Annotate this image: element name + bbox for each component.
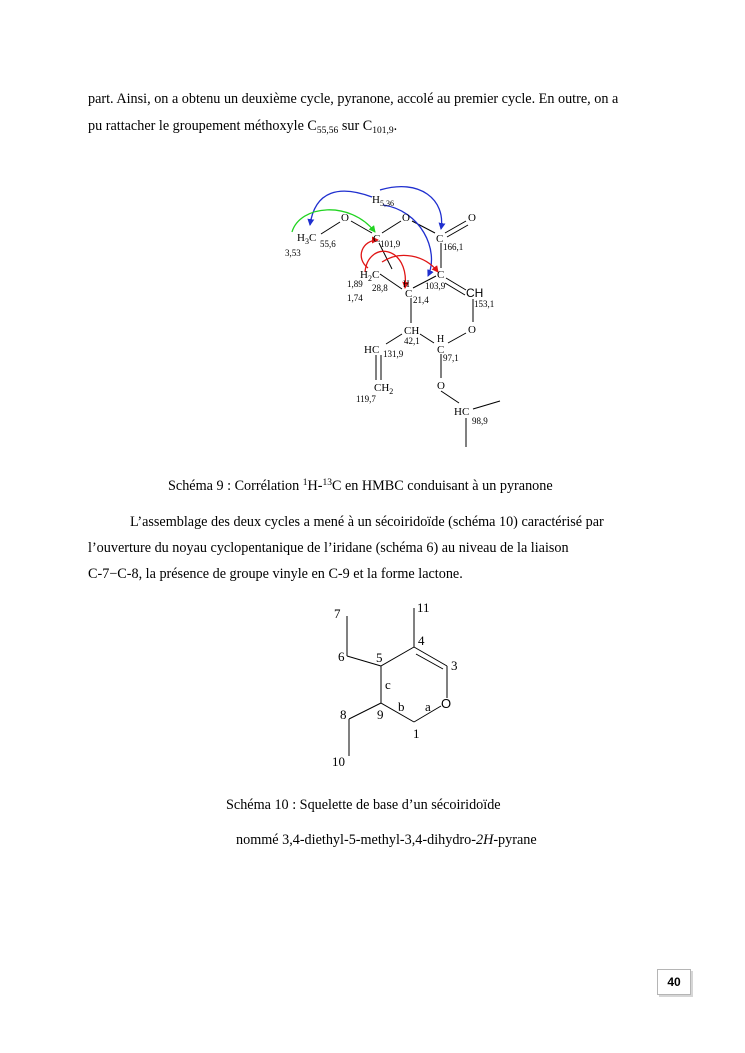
atom-c-acetal: C	[373, 233, 381, 245]
body-line-1: L’assemblage des deux cycles a mené à un sécoiridoïde (schéma 10) caractérisé par	[130, 514, 604, 530]
label-c: c	[385, 677, 391, 692]
shift-119-7: 119,7	[356, 394, 376, 404]
shift-21-4: 21,4	[413, 295, 429, 305]
shift-1-74: 1,74	[347, 293, 363, 303]
schema-10-subcaption-a: nommé 3,4-diethyl-5-methyl-3,4-dihydro-	[236, 832, 476, 848]
label-9: 9	[377, 707, 384, 722]
atom-ch2-terminal: $CH_2$	[374, 382, 394, 396]
atom-c-acetal2-h: H	[437, 334, 445, 345]
intro-line-2-text-a: pu rattacher le groupement méthoxyle C	[88, 118, 317, 134]
schema-10-labels	[332, 600, 458, 769]
shift-28-8: 28,8	[372, 283, 388, 293]
shift-153-1: 153,1	[474, 299, 495, 309]
label-8: 8	[340, 707, 347, 722]
shift-101-9: 101,9	[380, 239, 401, 249]
label-3: 3	[451, 658, 458, 673]
shift-166-1: 166,1	[443, 242, 464, 252]
label-b: b	[398, 699, 405, 714]
atom-o-carbonyl: O	[468, 212, 476, 224]
shift-42-1: 42,1	[404, 336, 420, 346]
label-10: 10	[332, 754, 345, 769]
atom-c-quaternary: C	[437, 269, 445, 281]
intro-line-2-text-c: .	[393, 118, 398, 134]
label-a: a	[425, 699, 431, 714]
atom-c-carbonyl: C	[436, 233, 444, 245]
label-6: 6	[338, 649, 345, 664]
atom-hc-isopropyl: HC	[454, 406, 470, 418]
body-line-3: C-7−C-8, la présence de groupe vinyle en C-9 et la forme lactone.	[88, 566, 463, 582]
schema-9-caption-a: Schéma 9 : Corrélation	[168, 478, 303, 494]
atom-o-ring-right: O	[468, 324, 476, 336]
atom-o-methoxy: O	[341, 212, 349, 224]
shift-3-53: 3,53	[285, 248, 301, 258]
intro-sub-methoxyl: 55,56	[316, 126, 339, 136]
label-1: 1	[413, 726, 420, 741]
shift-1-89: 1,89	[347, 279, 363, 289]
atom-h-top: $H_{5,36}$	[372, 194, 394, 208]
atom-c-acetal2: C	[437, 344, 445, 356]
atom-c-ring-h: H	[403, 279, 410, 289]
atom-c-ring: C	[405, 288, 413, 300]
schema-9-caption-sup1: 1	[302, 478, 308, 488]
label-5: 5	[376, 650, 383, 665]
schema-10-subcaption-b: -pyrane	[493, 832, 537, 848]
schema-10-caption: Schéma 10 : Squelette de base d’un sécoiridoïde	[226, 797, 501, 813]
atom-h2c: $H_2C$	[360, 269, 380, 283]
atom-o-ether: O	[437, 380, 445, 392]
shift-103-9: 103,9	[425, 281, 446, 291]
atom-hc-vinyl: HC	[364, 344, 380, 356]
label-4: 4	[418, 633, 425, 648]
page-number: 40	[657, 969, 691, 995]
intro-line-1: part. Ainsi, on a obtenu un deuxième cycle, pyranone, accolé au premier cycle. En outre, on a	[88, 91, 619, 107]
schema-10-subcaption-italic: 2H	[475, 832, 494, 848]
label-7: 7	[334, 606, 341, 621]
label-11: 11	[417, 600, 430, 615]
atom-h3c: $H_3C$	[297, 232, 317, 246]
body-line-2: l’ouverture du noyau cyclopentanique de l’iridane (schéma 6) au niveau de la liaison	[88, 540, 569, 556]
schema-9-caption-b: H-	[307, 478, 323, 494]
schema-9-caption-c: C en HMBC conduisant à un pyranone	[331, 478, 553, 494]
intro-sub-carbon: 101,9	[372, 126, 394, 136]
atom-ch-ring: CH	[404, 325, 420, 337]
atom-ch-alkene: CH	[466, 286, 484, 300]
schema-10-subcaption	[236, 832, 537, 849]
shift-97-1: 97,1	[443, 353, 459, 363]
atom-o-ring-top: O	[402, 212, 410, 224]
intro-line-2-text-b: sur C	[338, 118, 373, 134]
shift-131-9: 131,9	[383, 349, 404, 359]
schema-9-caption-sup2: 13	[322, 478, 332, 488]
label-o: O	[441, 696, 452, 711]
schema-10-bonds	[347, 608, 447, 756]
shift-98-9: 98,9	[472, 416, 488, 426]
shift-55-6: 55,6	[320, 239, 336, 249]
